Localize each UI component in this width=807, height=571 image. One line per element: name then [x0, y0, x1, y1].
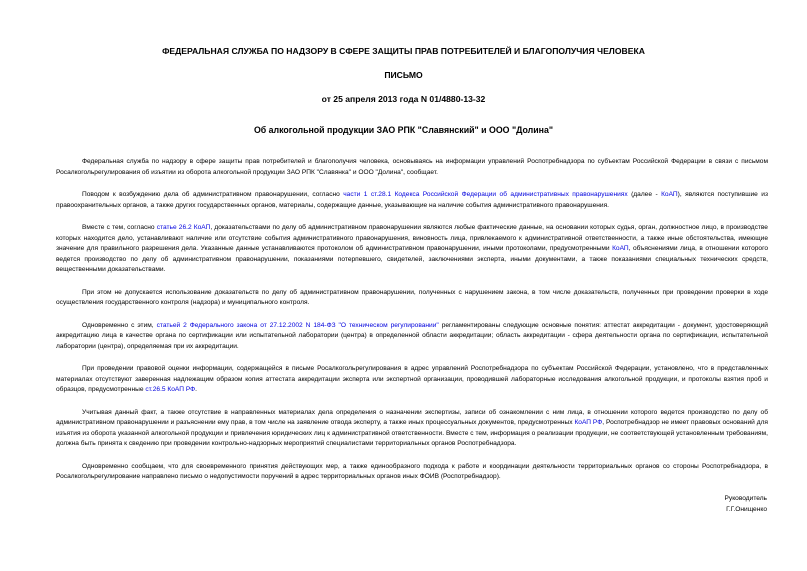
paragraph-6	[56, 364, 768, 396]
signature-block	[725, 493, 767, 515]
paragraph-5	[56, 321, 768, 353]
paragraph-text: Одновременно с этим,	[82, 321, 157, 329]
paragraph-4: При этом не допускается использование доказательств по делу об административном правонарушении, полученных с нарушением закона, в том числе доказательств, полученных при проведении проверки в ходе осуществления государственного контроля (надзора) и муниципального контроля.	[56, 288, 768, 306]
paragraph-7	[56, 408, 768, 450]
document-date-number: от 25 апреля 2013 года N 01/4880-13-32	[321, 94, 486, 104]
paragraph-3	[56, 223, 768, 276]
paragraph-8: Одновременно сообщаем, что для своевременного принятия действующих мер, а также единообразного подхода к работе и координации деятельности территориальных органов со стороны Роспотребнадзора, в Росалкогольрегулирование направлено письмо о недопустимости поручений в адрес территориальных органов иных ФОИВ (Роспотребнадзор).	[56, 462, 768, 480]
link-koap[interactable]: КоАП	[612, 245, 629, 252]
paragraph-text: Поводом к возбуждению дела об административном правонарушении, согласно	[82, 191, 344, 198]
paragraph-text: , Роспотребнадзор не имеет правовых оснований для изъятия из оборота указанной алкогольной продукции и привлечения юридических лиц к административной ответственности. Вместе с тем, информация о реализации продукции, не соответствующей установленным требованиям, должна быть принята к сведению при проведении контрольно-надзорных мероприятий специалистами территориальных органов Роспотребнадзора.	[56, 419, 769, 447]
paragraph-text: , объяснениями лица, в отношении которого ведется производство по делу об административном правонарушении, показаниями потерпевшего, свидетелей, заключениями эксперта, иными документами, а также показаниями специальных технических средств, вещественными доказательствами.	[56, 245, 768, 273]
signatory-position: Руководитель	[724, 495, 767, 502]
document-title: Об алкогольной продукции ЗАО РПК "Славянский" и ООО "Долина"	[253, 125, 554, 135]
link-koap-article-28-1[interactable]: части 1 ст.28.1 Кодекса Российской Федерации об административных правонарушениях	[343, 191, 628, 198]
document-type: ПИСЬМО	[384, 70, 423, 80]
paragraph-text: (далее -	[627, 191, 662, 198]
paragraph-text: Вместе с тем, согласно	[82, 224, 157, 231]
paragraph-text: ), являются поступившие из правоохранительных органов, а также других государственных органов, материалы, содержащие данные, указывающие на наличие события административного правонарушения.	[56, 191, 768, 209]
signatory-name: Г.Г.Онищенко	[726, 506, 767, 513]
link-koap-article-26-2[interactable]: статье 26.2 КоАП	[156, 224, 211, 231]
paragraph-text: .	[195, 386, 197, 393]
paragraph-text: регламентированы следующие основные понятия: аттестат аккредитации - документ, удостоверяющий аккредитацию лица в качестве органа по сертификации или испытательной лаборатории (центра) в определенной области аккредитации; область аккредитации - сфера деятельности органа по сертификации, испытательной лаборатории (центра), определяемая при их аккредитации.	[56, 321, 768, 350]
link-federal-law-184[interactable]: статьей 2 Федерального закона от 27.12.2002 N 184-ФЗ "О техническом регулировании"	[156, 321, 439, 329]
agency-header: ФЕДЕРАЛЬНАЯ СЛУЖБА ПО НАДЗОРУ В СФЕРЕ ЗАЩИТЫ ПРАВ ПОТРЕБИТЕЛЕЙ И БЛАГОПОЛУЧИЯ ЧЕЛОВЕКА	[162, 46, 645, 56]
link-koap-article-26-5[interactable]: ст.26.5 КоАП РФ	[145, 386, 196, 393]
paragraph-1: Федеральная служба по надзору в сфере защиты прав потребителей и благополучия человека, основываясь на информации управлений Роспотребнадзора по субъектам Российской Федерации в связи с письмом Росалкогольрегулирования об изъятии из оборота алкогольной продукции ЗАО РПК "Славянка" и ООО "Долина", сообщает.	[56, 158, 768, 176]
link-koap[interactable]: КоАП	[661, 191, 678, 198]
link-koap-rf[interactable]: КоАП РФ	[574, 419, 603, 426]
paragraph-text: При проведении правовой оценки информации, содержащейся в письме Росалкогольрегулирования в адрес управлений Роспотребнадзора по субъектам Российской Федерации, установлено, что в представленных материалах отсутствуют заверенная надлежащим образом копия аттестата аккредитации эксперта или экспертной организации, проводившей лабораторные исследования алкогольной продукции, и протоколы взятия проб и образцов, предусмотренные	[56, 365, 768, 393]
paragraph-text: Учитывая данный факт, а также отсутствие в направленных материалах дела определения о назначении экспертизы, записи об ознакомлении с ним лица, в отношении которого ведется производство по делу об административном правонарушении и разъяснении ему прав, в том числе на заявление отвода эксперту, а также иных процессуальных документов, предусмотренных	[56, 408, 768, 426]
document-body	[56, 157, 768, 483]
paragraph-text: , доказательствами по делу об административном правонарушении являются любые фактические данные, на основании которых судья, орган, должностное лицо, в производстве которых находится дело, устанавливают наличие или отсутствие события административного правонарушения, виновность лица, привлекаемого к административной ответственности, а также иные обстоятельства, имеющие значение для правильного разрешения дела. Указанные данные устанавливаются протоколом об административном правонарушении, иными протоколами, предусмотренными	[56, 224, 768, 252]
paragraph-2	[56, 190, 768, 211]
